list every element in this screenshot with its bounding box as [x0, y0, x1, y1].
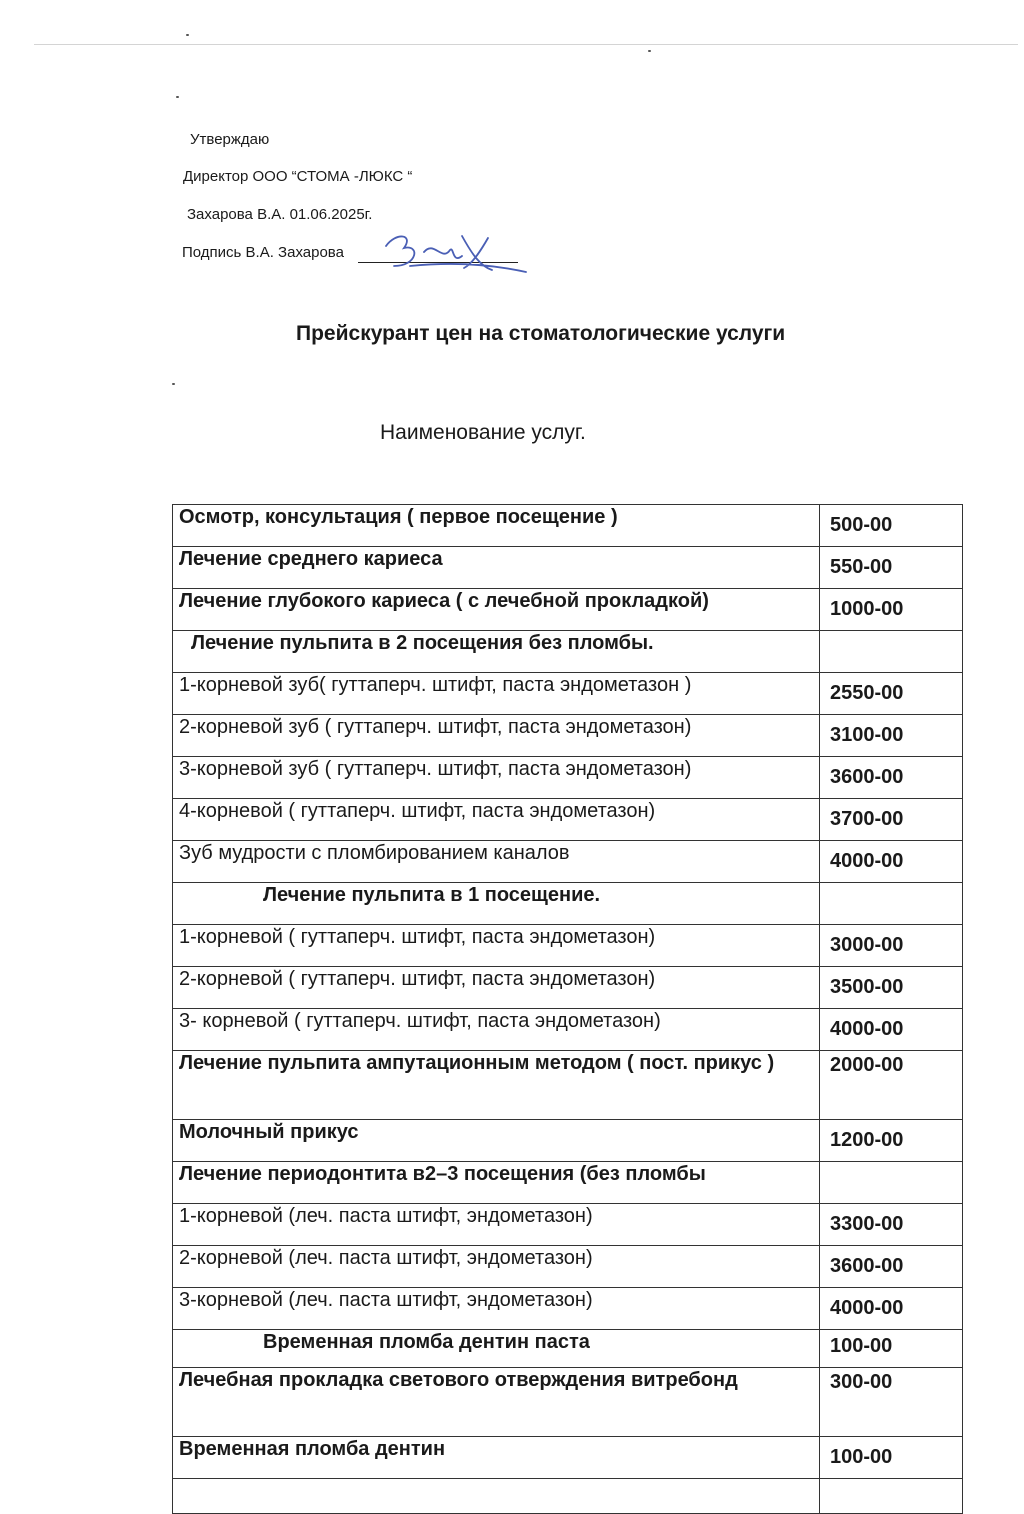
service-price: [820, 1479, 963, 1514]
service-price: 100-00: [820, 1437, 963, 1479]
service-name: 3- корневой ( гуттаперч. штифт, паста эндометазон): [173, 1009, 820, 1051]
service-price: 2550-00: [820, 673, 963, 715]
table-row: [173, 1120, 963, 1162]
table-section-row: [173, 631, 963, 673]
service-price: [820, 1162, 963, 1204]
service-name: 3-корневой зуб ( гуттаперч. штифт, паста эндометазон): [173, 757, 820, 799]
table-row: [173, 505, 963, 547]
service-price: 3600-00: [820, 1246, 963, 1288]
scan-speck: [176, 96, 179, 98]
service-name: Временная пломба дентин: [173, 1437, 820, 1479]
approval-heading: Утверждаю: [190, 131, 270, 148]
service-price: [820, 883, 963, 925]
approval-name-date: Захарова В.А. 01.06.2025г.: [187, 206, 373, 223]
table-row: [173, 799, 963, 841]
section-heading: Лечение пульпита в 2 посещения без пломбы.: [173, 631, 820, 673]
table-row-empty: [173, 1479, 963, 1514]
service-price: 4000-00: [820, 841, 963, 883]
service-price: 550-00: [820, 547, 963, 589]
table-row: [173, 1288, 963, 1330]
table-row: [173, 1330, 963, 1368]
table-row: [173, 925, 963, 967]
service-price: 3700-00: [820, 799, 963, 841]
table-row: [173, 1368, 963, 1437]
service-name: 1-корневой ( гуттаперч. штифт, паста эндометазон): [173, 925, 820, 967]
service-name: Лечение среднего кариеса: [173, 547, 820, 589]
service-name: [173, 1479, 820, 1514]
service-price: 3000-00: [820, 925, 963, 967]
service-price: 3600-00: [820, 757, 963, 799]
service-name: Зуб мудрости с пломбированием каналов: [173, 841, 820, 883]
table-row: [173, 547, 963, 589]
top-rule: [34, 44, 1018, 45]
scan-speck: [172, 383, 175, 385]
service-price: [820, 631, 963, 673]
service-name: 1-корневой зуб( гуттаперч. штифт, паста эндометазон ): [173, 673, 820, 715]
page-subtitle: Наименование услуг.: [380, 421, 586, 444]
table-row: [173, 1009, 963, 1051]
service-price: 2000-00: [820, 1051, 963, 1120]
service-name: 2-корневой (леч. паста штифт, эндометазон): [173, 1246, 820, 1288]
service-price: 1200-00: [820, 1120, 963, 1162]
table-row: [173, 715, 963, 757]
section-heading: Лечение пульпита в 1 посещение.: [173, 883, 820, 925]
table-row: [173, 1204, 963, 1246]
table-row: [173, 1051, 963, 1120]
table-row: [173, 589, 963, 631]
service-name: 2-корневой зуб ( гуттаперч. штифт, паста эндометазон): [173, 715, 820, 757]
scan-speck: [648, 50, 651, 52]
table-row: [173, 673, 963, 715]
table-section-row: [173, 1162, 963, 1204]
service-name: 2-корневой ( гуттаперч. штифт, паста эндометазон): [173, 967, 820, 1009]
signature-label: Подпись В.А. Захарова: [182, 244, 344, 261]
service-price: 3500-00: [820, 967, 963, 1009]
service-price: 300-00: [820, 1368, 963, 1437]
service-price: 3300-00: [820, 1204, 963, 1246]
service-name: Лечебная прокладка светового отверждения витребонд: [173, 1368, 820, 1437]
service-price: 4000-00: [820, 1288, 963, 1330]
service-price: 100-00: [820, 1330, 963, 1368]
section-heading: Лечение периодонтита в2–3 посещения (без пломбы: [173, 1162, 820, 1204]
handwritten-signature: [380, 222, 530, 282]
service-name: 4-корневой ( гуттаперч. штифт, паста эндометазон): [173, 799, 820, 841]
table-section-row: [173, 883, 963, 925]
approval-director: Директор ООО “СТОМА -ЛЮКС “: [183, 168, 413, 185]
table-row: [173, 1437, 963, 1479]
service-name: Временная пломба дентин паста: [173, 1330, 820, 1368]
table-row: [173, 1246, 963, 1288]
table-row: [173, 967, 963, 1009]
service-name: Молочный прикус: [173, 1120, 820, 1162]
page-title: Прейскурант цен на стоматологические услуги: [296, 322, 786, 345]
service-price: 4000-00: [820, 1009, 963, 1051]
table-row: [173, 841, 963, 883]
service-name: Лечение глубокого кариеса ( с лечебной прокладкой): [173, 589, 820, 631]
scan-speck: [186, 34, 189, 36]
price-table: [172, 504, 963, 1514]
service-price: 500-00: [820, 505, 963, 547]
table-row: [173, 757, 963, 799]
service-name: Осмотр, консультация ( первое посещение ): [173, 505, 820, 547]
service-name: Лечение пульпита ампутационным методом ( пост. прикус ): [173, 1051, 820, 1120]
service-price: 3100-00: [820, 715, 963, 757]
service-name: 1-корневой (леч. паста штифт, эндометазон): [173, 1204, 820, 1246]
service-name: 3-корневой (леч. паста штифт, эндометазон): [173, 1288, 820, 1330]
service-price: 1000-00: [820, 589, 963, 631]
